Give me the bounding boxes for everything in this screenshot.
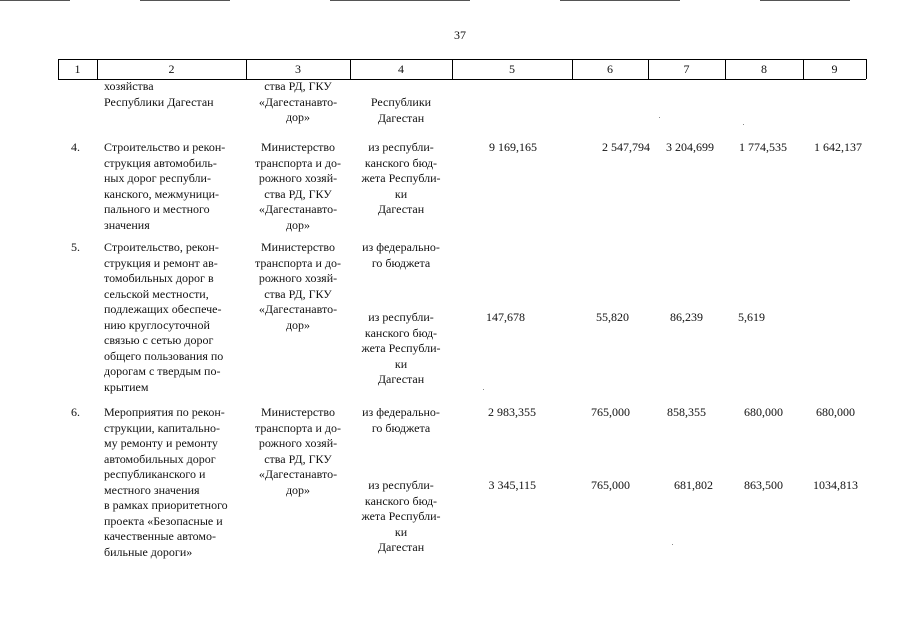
text-line: канского бюд- [364, 325, 438, 340]
text-line: «Дагестанавто- [258, 202, 338, 216]
text-line: связью с сетью дорог [104, 333, 214, 347]
row-4-value-y2: 3 204,699 [666, 140, 714, 154]
text-line: Строительство, рекон- [104, 240, 219, 254]
text-line: из республи- [368, 310, 434, 324]
row-6-federal-y2: 858,355 [667, 405, 706, 419]
row-4-name [104, 140, 242, 233]
text-line: республиканского и [104, 467, 206, 481]
text-line: из федерально- [362, 240, 440, 254]
continuation-source [354, 95, 448, 126]
row-6-republic-y2: 681,802 [674, 478, 713, 492]
text-line: ства РД, ГКУ [264, 186, 332, 201]
row-5-source-republic [354, 310, 448, 388]
text-line: транспорта и до- [255, 155, 341, 170]
row-6-federal-y3: 680,000 [744, 405, 783, 419]
text-line: транспорта и до- [255, 255, 341, 270]
scan-speck [483, 389, 484, 390]
header-col-5: 5 [509, 62, 515, 76]
text-line: дор» [285, 317, 311, 332]
scan-artifact [140, 0, 230, 1]
text-line: рожного хозяй- [258, 171, 338, 185]
row-6-executor [250, 405, 346, 498]
header-col-2: 2 [168, 62, 175, 76]
col-divider [866, 59, 867, 79]
text-line: струкция автомобиль- [104, 155, 217, 170]
row-5-number: 5. [71, 240, 80, 254]
text-line: из республи- [368, 140, 434, 154]
text-line: Мероприятия по рекон- [104, 405, 225, 419]
text-line: ных дорог республи- [104, 171, 211, 185]
text-line: канского бюд- [364, 155, 438, 170]
row-4-value-y4: 1 642,137 [814, 140, 862, 154]
scan-artifact [330, 0, 470, 1]
row-4-value-y3: 1 774,535 [739, 140, 787, 154]
scan-artifact [560, 0, 680, 1]
row-5-value-total: 147,678 [486, 310, 525, 324]
header-col-3: 3 [295, 62, 301, 76]
text-line: рожного хозяй- [258, 436, 338, 450]
text-line: жета Республи- [361, 341, 441, 355]
scan-artifact [760, 0, 850, 1]
text-line: ки [394, 524, 408, 539]
text-line: «Дагестанавто- [258, 94, 338, 109]
header-col-8: 8 [761, 62, 767, 76]
scan-artifact [0, 0, 70, 1]
text-line: в рамках приоритетного [104, 498, 228, 512]
text-line: канского, межмуници- [104, 186, 220, 201]
scan-speck [659, 117, 660, 118]
text-line: крытием [104, 379, 149, 394]
continuation-executor [250, 79, 346, 126]
text-line: струкции, капитально- [104, 420, 221, 435]
header-col-9: 9 [831, 62, 838, 76]
row-6-republic-y3: 863,500 [744, 478, 783, 492]
text-line: пального и местного [104, 202, 210, 216]
text-line: дорогам с твердым по- [104, 364, 221, 378]
scan-speck [672, 544, 673, 545]
text-line: общего пользования по [104, 348, 224, 363]
row-6-source-republic [354, 478, 448, 556]
text-line: жета Республи- [361, 171, 441, 185]
row-6-republic-total: 3 345,115 [488, 478, 536, 492]
header-col-6: 6 [607, 62, 613, 76]
text-line: дор» [285, 217, 311, 232]
row-5-value-y3: 5,619 [738, 310, 765, 324]
text-line: Дагестан [377, 202, 425, 216]
text-line: хозяйства [104, 79, 154, 93]
text-line: Строительство и рекон- [104, 140, 226, 154]
text-line: струкция и ремонт ав- [104, 255, 218, 270]
text-line: Дагестан [377, 540, 425, 554]
continuation-name [104, 79, 214, 110]
text-line: дор» [285, 110, 311, 124]
row-4-number: 4. [71, 140, 80, 154]
text-line: «Дагестанавто- [258, 467, 338, 481]
text-line: подлежащих обеспече- [104, 302, 222, 316]
header-col-4: 4 [398, 62, 404, 76]
row-6-number: 6. [71, 405, 80, 419]
row-4-source [354, 140, 448, 218]
row-6-republic-y1: 765,000 [591, 478, 630, 492]
text-line: жета Республи- [361, 509, 441, 523]
text-line: рожного хозяй- [258, 271, 338, 285]
text-line: автомобильных дорог [104, 451, 216, 466]
text-line: го бюджета [371, 255, 431, 270]
row-6-name [104, 405, 242, 560]
text-line: ства РД, ГКУ [264, 451, 332, 466]
row-6-federal-y1: 765,000 [591, 405, 630, 419]
text-line: качественные автомо- [104, 529, 217, 543]
text-line: Республики [370, 95, 432, 109]
text-line: ства РД, ГКУ [264, 79, 332, 93]
text-line: му ремонту и ремонту [104, 436, 218, 450]
row-5-value-y1: 55,820 [596, 310, 629, 324]
text-line: транспорта и до- [255, 420, 341, 435]
text-line: Министерство [261, 240, 335, 254]
text-line: из республи- [368, 478, 434, 492]
row-6-source-federal [354, 405, 448, 436]
row-4-executor [250, 140, 346, 233]
text-line: «Дагестанавто- [258, 302, 338, 316]
text-line: местного значения [104, 482, 200, 497]
row-6-republic-y4: 1034,813 [813, 478, 858, 492]
scan-speck [743, 124, 744, 125]
text-line: нию круглосуточной [104, 317, 210, 332]
row-5-executor [250, 240, 346, 333]
text-line: значения [104, 217, 150, 232]
row-6-federal-total: 2 983,355 [488, 405, 536, 419]
text-line: дор» [285, 482, 311, 497]
text-line: Дагестан [377, 372, 425, 386]
text-line: томобильных дорог в [104, 271, 214, 285]
text-line: го бюджета [371, 420, 431, 435]
text-line: бильные дороги» [104, 544, 193, 559]
page-number: 37 [454, 28, 466, 42]
row-5-value-y2: 86,239 [670, 310, 703, 324]
text-line: Министерство [261, 140, 335, 154]
text-line: Министерство [261, 405, 335, 419]
row-6-federal-y4: 680,000 [816, 405, 855, 419]
text-line: Дагестан [377, 110, 425, 125]
row-5-name [104, 240, 242, 395]
row-5-source-federal [354, 240, 448, 271]
text-line: канского бюд- [364, 493, 438, 508]
row-4-value-total: 9 169,165 [489, 140, 537, 154]
text-line: ства РД, ГКУ [264, 286, 332, 301]
text-line: Республики Дагестан [104, 94, 214, 109]
header-col-1: 1 [74, 62, 81, 76]
text-line: из федерально- [362, 405, 440, 419]
text-line: ки [394, 356, 408, 371]
text-line: ки [394, 186, 408, 201]
header-col-7: 7 [683, 62, 690, 76]
text-line: сельской местности, [104, 286, 209, 301]
row-4-value-y1: 2 547,794 [602, 140, 650, 154]
text-line: проекта «Безопасные и [104, 513, 223, 528]
